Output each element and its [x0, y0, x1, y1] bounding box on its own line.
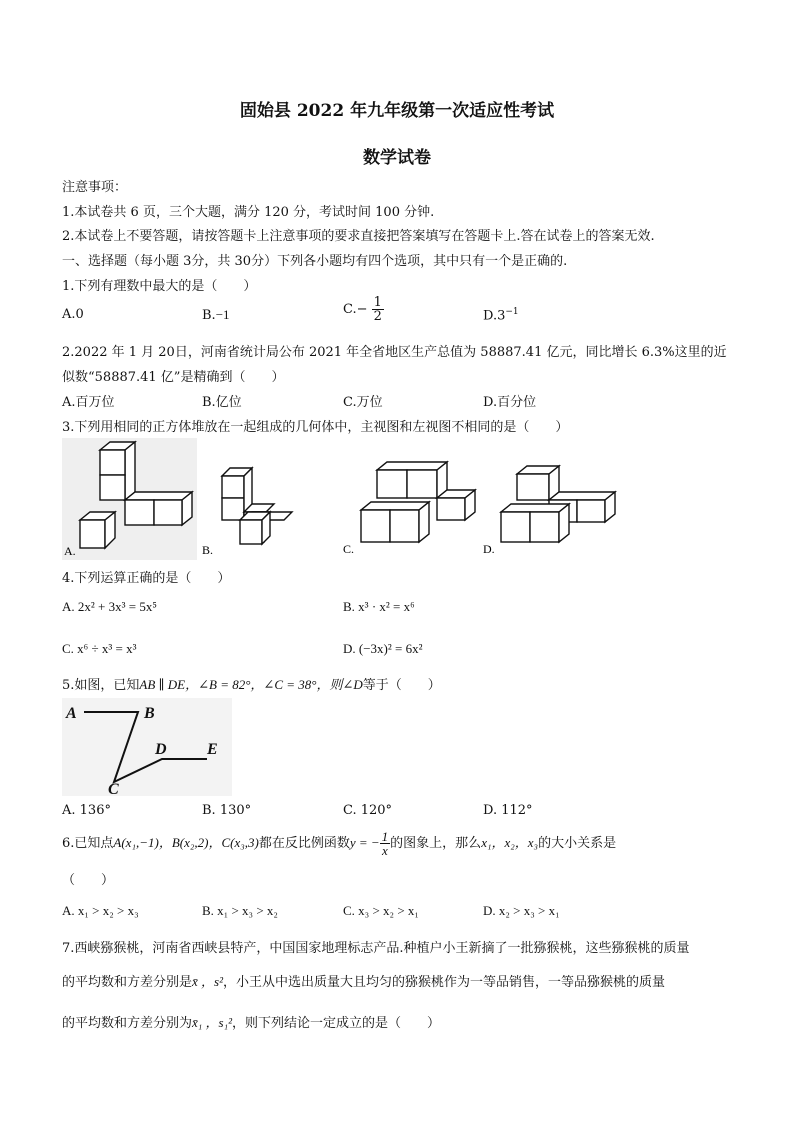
- q1-option-c-fraction: [372, 296, 384, 323]
- q2-line-2: 似数“58887.41 亿”是精确到（ ）: [62, 370, 285, 385]
- q2-option-c: C.万位: [343, 395, 383, 410]
- q2-option-b: B.亿位: [202, 395, 242, 410]
- q6-function-fraction: [380, 830, 391, 857]
- q6-func-denominator: x: [382, 843, 388, 858]
- q6-func-numerator: 1: [381, 829, 389, 844]
- q1-option-d-label: D.: [483, 308, 498, 324]
- q5-stem-math: AB ∥ DE，∠B = 82°，∠C = 38°，则∠D: [139, 677, 363, 692]
- q7-line-3-start: 的平均数和方差分别为: [62, 1016, 193, 1031]
- q6-points: A(x₁,−1)，B(x₂,2)，C(x₃,3): [113, 835, 259, 850]
- q6-option-b: B. x₁ > x₃ > x₂: [202, 903, 278, 918]
- q7-line-2-end: ，小王从中选出质量大且均匀的猕猴桃作为一等品销售，一等品猕猴桃的质量: [223, 975, 666, 990]
- q3-option-c-label: C.: [343, 542, 355, 556]
- q1-d-exponent: −1: [505, 307, 519, 317]
- q5-option-c: C. 120°: [343, 803, 393, 818]
- q7-line-3-end: ，则下列结论一定成立的是（ ）: [232, 1016, 441, 1031]
- q5-label-d: D: [155, 741, 167, 758]
- q1-option-d: [483, 307, 519, 323]
- q5-label-c: C: [108, 781, 119, 796]
- q5-label-e: E: [207, 741, 218, 758]
- exam-title: 固始县 2022 年九年级第一次适应性考试: [239, 101, 555, 121]
- q5-figure: [62, 698, 232, 796]
- q5-label-b: B: [144, 705, 155, 722]
- q6-stem: [62, 828, 616, 859]
- q3-option-d-label: D.: [483, 542, 495, 556]
- q6-option-a: A. x₁ > x₂ > x₃: [62, 903, 139, 918]
- section-heading: 一、选择题（每小题 3分，共 30分）下列各小题均有四个选项，其中只有一个是正确的.: [62, 254, 568, 269]
- q6-stem-mid: 都在反比例函数: [258, 836, 350, 851]
- q7-line-3-vars: x̄₁ ，s₁²: [192, 1015, 233, 1030]
- q4-option-a: A. 2x² + 3x³ = 5x⁵: [62, 599, 157, 614]
- q2-option-a: A.百万位: [62, 395, 115, 410]
- q1-c-numerator: 1: [373, 295, 382, 310]
- q6-option-d: D. x₂ > x₃ > x₁: [483, 903, 560, 918]
- q1-option-a: A.0: [62, 307, 84, 322]
- q1-option-c: [343, 296, 384, 323]
- q6-stem-after: 的图象上，那么: [390, 836, 482, 851]
- q3-option-b-label: B.: [202, 543, 214, 557]
- q7-line-2-vars: x̄ ，s²: [192, 974, 223, 989]
- q5-label-a: A: [66, 705, 77, 722]
- q3-figure-b: [200, 458, 295, 560]
- q4-option-b: B. x³ · x² = x⁶: [343, 599, 415, 614]
- note-item-1: 1.本试卷共 6 页，三个大题，满分 120 分，考试时间 100 分钟.: [62, 205, 435, 220]
- q6-function: y = −: [349, 835, 380, 850]
- q6-stem-end: 的大小关系是: [538, 836, 617, 851]
- q2-line-1: 2.2022 年 1 月 20日，河南省统计局公布 2021 年全省地区生产总值为 58887.41 亿元，同比增长 6.3%这里的近: [62, 345, 727, 360]
- q1-option-c-sign: −: [356, 302, 368, 317]
- q1-d-base: 3: [497, 308, 506, 324]
- q1-option-b-label: B.: [202, 308, 216, 323]
- q7-line-2-start: 的平均数和方差分别是: [62, 975, 193, 990]
- q7-line-1: 7.西峡猕猴桃，河南省西峡县特产，中国国家地理标志产品.种植户小王新摘了一批猕猴桃，这些猕猴桃的质量: [62, 941, 690, 956]
- q5-stem: [62, 674, 441, 693]
- q6-vars: x₁，x₂，x₃: [481, 835, 539, 850]
- q5-option-b: B. 130°: [202, 803, 252, 818]
- exam-subtitle: 数学试卷: [363, 148, 431, 168]
- q1-option-b: [202, 307, 230, 323]
- q3-figure-d: [483, 458, 623, 560]
- q7-line-3: [62, 1012, 440, 1031]
- q4-stem: 4.下列运算正确的是（ ）: [62, 571, 231, 586]
- q1-stem: 1.下列有理数中最大的是（ ）: [62, 279, 257, 294]
- q1-c-denominator: 2: [373, 309, 382, 324]
- q7-line-2: [62, 971, 665, 990]
- q5-stem-start: 5.如图，已知: [62, 678, 140, 693]
- q6-line-2: （ ）: [62, 873, 115, 888]
- q1-option-c-label: C.: [343, 302, 357, 317]
- q3-figure-a: [62, 438, 197, 560]
- q6-option-c: C. x₃ > x₂ > x₁: [343, 903, 419, 918]
- q4-option-c: C. x⁶ ÷ x³ = x³: [62, 641, 137, 656]
- q3-stem: 3.下列用相同的正方体堆放在一起组成的几何体中，主视图和左视图不相同的是（ ）: [62, 420, 569, 435]
- q1-option-b-value: −1: [215, 307, 230, 322]
- q2-option-d: D.百分位: [483, 395, 537, 410]
- notes-heading: 注意事项：: [62, 180, 128, 195]
- q5-option-d: D. 112°: [483, 803, 533, 818]
- q6-stem-start: 6.已知点: [62, 836, 114, 851]
- q5-stem-end: 等于（ ）: [362, 678, 441, 693]
- q3-option-a-label: A.: [64, 544, 76, 558]
- q4-option-d: D. (−3x)² = 6x²: [343, 641, 423, 656]
- q3-figure-c: [343, 458, 483, 560]
- note-item-2: 2.本试卷上不要答题，请按答题卡上注意事项的要求直接把答案填写在答题卡上.答在试卷上的答案无效.: [62, 229, 655, 244]
- q5-option-a: A. 136°: [62, 803, 111, 818]
